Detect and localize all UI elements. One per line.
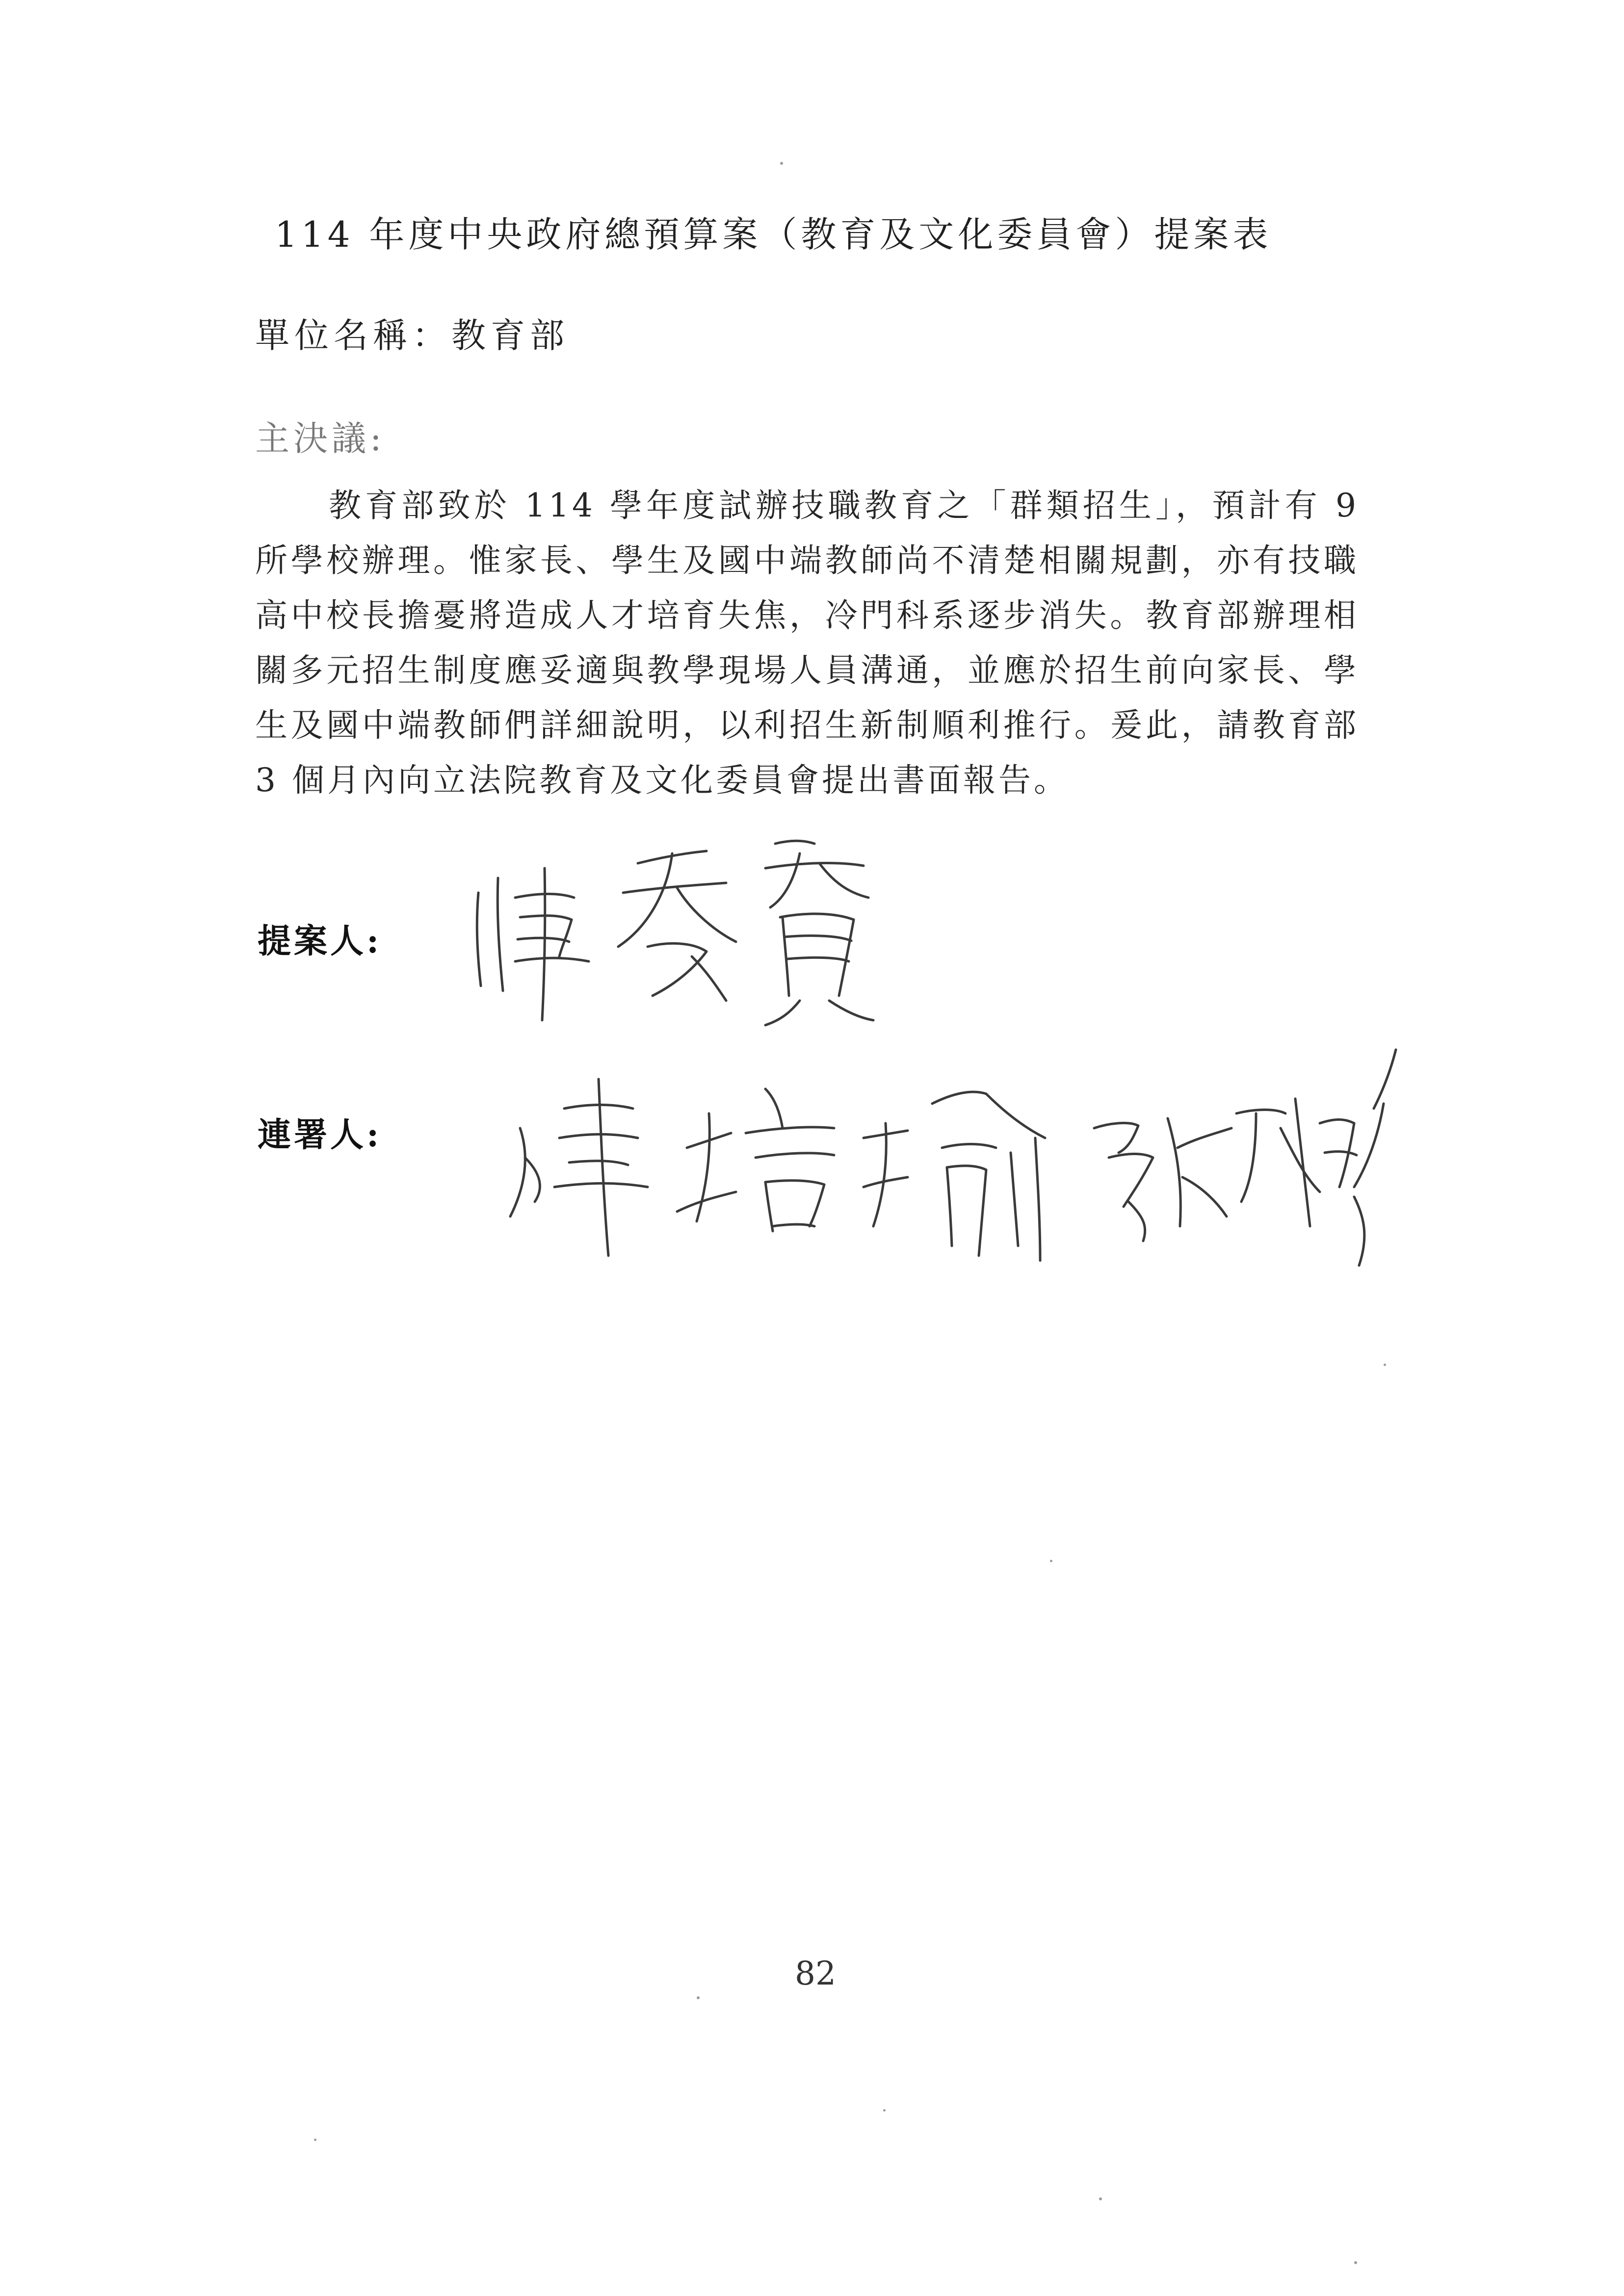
document-title: 114 年度中央政府總預算案（教育及文化委員會）提案表 bbox=[275, 214, 1272, 255]
resolution-heading: 主決議: bbox=[255, 418, 386, 459]
scan-speck bbox=[1050, 1560, 1052, 1562]
proposer-signature bbox=[461, 824, 903, 1030]
resolution-body: 教育部致於 114 學年度試辦技職教育之「群類招生」，預計有 9 所學校辦理。惟家長、學生及國中端教師尚不清楚相關規劃，亦有技職高中校長擔憂將造成人才培育失焦，冷門科系逐步消失。教育部辦理相關多元招生制度應妥適與教學現場人員溝通，並應於招生前向家長、學生及國中端教師們詳細說明，以利招生新制順利推行。爰此，請教育部 3 個月內向立法院教育及文化委員會提出書面報告。 bbox=[255, 487, 1359, 799]
proposer-label: 提案人: bbox=[258, 922, 382, 961]
cosigner-label: 連署人: bbox=[258, 1115, 382, 1155]
scan-speck bbox=[1354, 2261, 1357, 2264]
unit-name: 單位名稱：教育部 bbox=[255, 315, 569, 356]
scan-speck bbox=[883, 2109, 886, 2112]
page-number: 82 bbox=[795, 1955, 836, 1992]
scan-speck bbox=[1384, 1364, 1386, 1366]
scan-speck bbox=[314, 2139, 316, 2141]
scan-speck bbox=[780, 162, 783, 165]
scan-speck bbox=[697, 1996, 700, 1999]
cosigner-signatures bbox=[491, 1040, 1398, 1295]
scan-speck bbox=[1099, 2197, 1102, 2200]
